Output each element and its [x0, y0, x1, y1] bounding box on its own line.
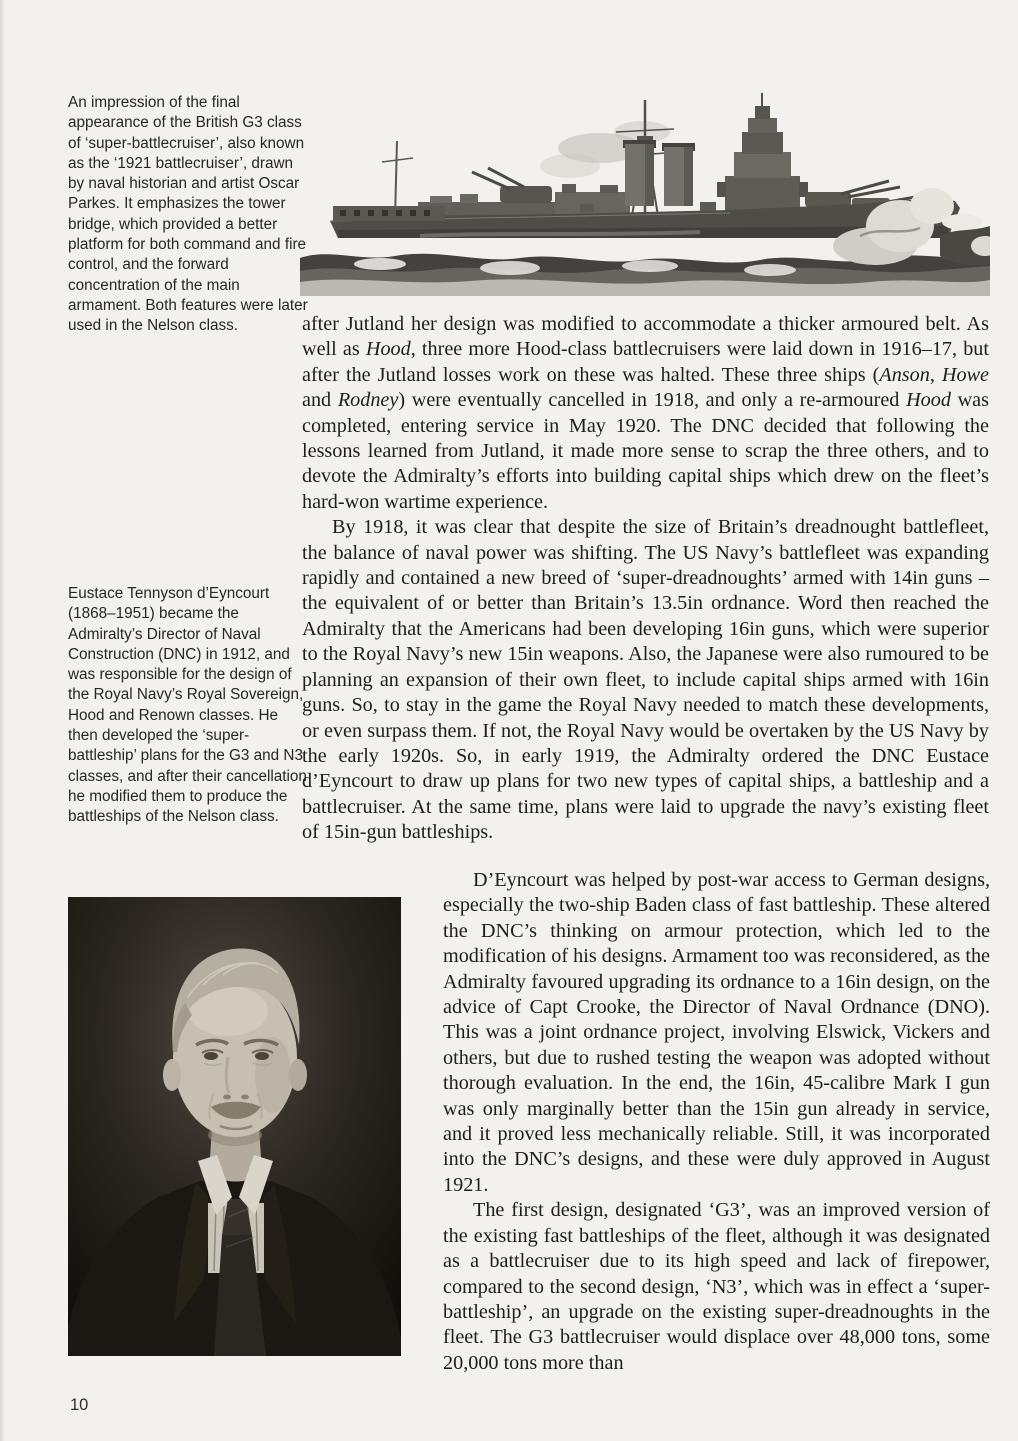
body-text-full-column	[302, 312, 989, 846]
body-text-narrow-column	[443, 868, 990, 1376]
page-number: 10	[70, 1396, 89, 1414]
ship-illustration	[300, 86, 990, 296]
page-edge-shadow	[0, 0, 6, 1441]
body-paragraph: after Jutland her design was modified to accommodate a thicker armoured belt. As well as Hood, three more Hood-class battlecruisers were laid down in 1916–17, but after the Jutland losses work on these was halted. These three ships (Anson, Howe and Rodney) were eventually cancelled in 1918, and only a re-armoured Hood was completed, entering service in May 1920. The DNC decided that following the lessons learned from Jutland, it made more sense to scrap the three others, and to devote the Admiralty’s efforts into building capital ships which drew on the fleet’s hard-won wartime experience.	[302, 313, 989, 513]
ship-caption: An impression of the final appearance of the British G3 class of ‘super-battlecruiser’, also known as the ‘1921 battlecruiser’, drawn by naval historian and artist Oscar Parkes. It emphasizes the tower bridge, which provided a better platform for both command and fire control, and the forward concentration of the main armament. Both features were later used in the Nelson class.	[68, 94, 308, 335]
portrait-photo	[68, 897, 401, 1356]
body-paragraph: The first design, designated ‘G3’, was an improved version of the existing fast battleships of the fleet, although it was designated as a battlecruiser due to its high speed and lack of firepower, compared to the second design, ‘N3’, which was in effect a ‘super-battleship’, an upgrade on the existing super-dreadnoughts in the fleet. The G3 battlecruiser would displace over 48,000 tons, some 20,000 tons more than	[443, 1199, 990, 1374]
body-paragraph: D’Eyncourt was helped by post-war access to German designs, especially the two-ship Baden class of fast battleship. These altered the DNC’s thinking on armour protection, which led to the modification of his designs. Armament too was reconsidered, as the Admiralty favoured upgrading its ordnance to a 16in design, on the advice of Capt Crooke, the Director of Naval Ordnance (DNO). This was a joint ordnance project, involving Elswick, Vickers and others, but due to rushed testing the weapon was adopted without thorough evaluation. In the end, the 16in, 45-calibre Mark I gun was only marginally better than the 15in gun already in service, and it proved less mechanically reliable. Still, it was incorporated into the DNC’s designs, and these were duly approved in August 1921.	[443, 869, 990, 1196]
portrait-caption: Eustace Tennyson d’Eyncourt (1868–1951) became the Admiralty’s Director of Naval Construction (DNC) in 1912, and was responsible for the design of the Royal Navy’s Royal Sovereign, Hood and Renown classes. He then developed the ‘super-battleship’ plans for the G3 and N3 classes, and after their cancellation he modified them to produce the battleships of the Nelson class.	[68, 585, 307, 826]
portrait-photo-graphic	[68, 897, 401, 1356]
body-paragraph: By 1918, it was clear that despite the size of Britain’s dreadnought battlefleet, the balance of naval power was shifting. The US Navy’s battlefleet was expanding rapidly and contained a new breed of ‘super-dreadnoughts’ armed with 14in guns – the equivalent of or better than Britain’s 13.5in ordnance. Word then reached the Admiralty that the Americans had been developing 16in guns, which were superior to the Royal Navy’s new 15in weapons. Also, the Japanese were also rumoured to be planning an expansion of their own fleet, to include capital ships armed with 16in guns. So, to stay in the game the Royal Navy needed to match these developments, or even surpass them. If not, the Royal Navy would be overtaken by the US Navy by the early 1920s. So, in early 1919, the Admiralty ordered the DNC Eustace d’Eyncourt to draw up plans for two new types of capital ships, a battleship and a battlecruiser. At the same time, plans were laid to upgrade the navy’s existing fleet of 15in-gun battleships.	[302, 516, 989, 844]
ship-illustration-graphic	[300, 86, 990, 296]
